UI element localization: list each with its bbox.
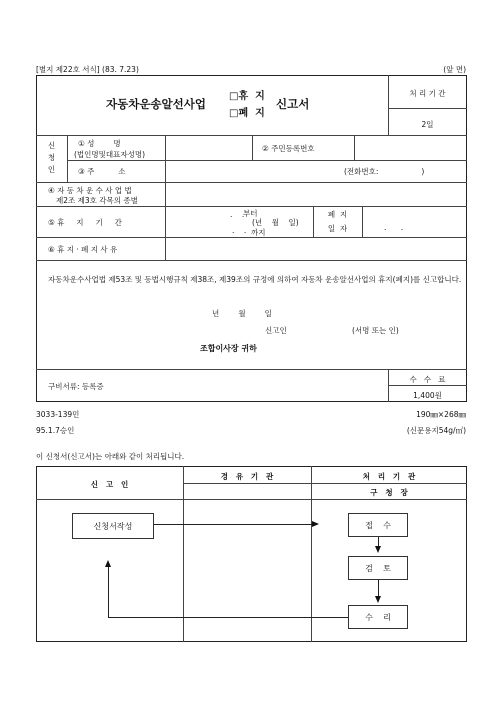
closure-date-label-1: 폐 지 [327,210,348,219]
col-processor-sub: 구 청 장 [370,488,408,497]
closure-date-label-2: 일 자 [327,224,348,233]
signature-label: (서명 또는 인) [352,326,399,335]
process-note: 이 신청서(신고서)는 아래와 같이 처리됩니다. [36,452,185,461]
return-line [108,617,348,618]
period-to: 까지 [251,228,266,237]
period-duration: (년 월 일) [252,218,299,227]
required-docs: 구비서류: 등록증 [48,382,104,391]
addressee: 조합이사장 귀하 [200,344,257,353]
return-line-up [108,566,109,617]
option-close: □폐 지 [229,108,265,119]
reg-number-label: ② 주민등록번호 [262,144,315,153]
col-processor: 처 리 기 관 [362,472,416,481]
arrow-head-up [105,560,111,567]
arrow-to-receive [154,524,314,525]
arrow-head-right [312,521,319,527]
processing-label: 처 리 기 간 [409,89,446,98]
processing-value: 2일 [421,120,434,129]
period-from: 부터 [243,209,258,218]
title-suffix: 신고서 [276,97,310,111]
step-apply-box: 신청서작성 [72,513,154,539]
phone-field: (전화번호: ) [344,167,425,176]
approval-date: 95.1.7승인 [36,426,75,435]
paper-size: 190㎜×268㎜ [416,410,466,419]
fee-value: 1,400원 [413,391,442,400]
address-label: ③ 주 소 [78,167,126,176]
arrow-head-down-1 [375,546,381,553]
reporter-label: 신고인 [265,326,287,335]
reason-label: ⑥ 휴 지 · 폐 지 사 유 [48,245,118,254]
period-from-date: . . [230,210,245,219]
name-sublabel: (법인명및대표자성명) [74,150,146,159]
option-suspend: □휴 지 [229,91,265,102]
step-receive-box: 접 수 [348,513,408,537]
form-title: 자동차운송알선사업 [106,97,206,111]
closure-date-value: . . [384,223,404,232]
law-label-line1: ④ 자 동 차 운 수 사 업 법 [48,186,132,195]
col-applicant: 신 고 인 [90,480,129,489]
fee-label: 수 수 료 [409,375,446,384]
step-review-box: 검 토 [348,556,408,580]
statement-date: 년 월 일 [212,309,272,318]
form-number: [별지 제22호 서식] (83. 7.23) [36,65,139,74]
paper-type: (신문용지54g/㎡) [406,426,466,435]
applicant-group-label: 신 청 인 [47,141,56,174]
law-label-line2: 제2조 제3호 각목의 종별 [56,196,138,205]
step-accept-box: 수 리 [348,605,408,629]
form-code: 3033-139민 [36,410,80,419]
arrow-to-accept [378,580,379,597]
page-side: (앞 면) [443,65,466,74]
name-label: ① 성 명 [78,139,121,148]
col-intermediary: 경 유 기 관 [220,472,274,481]
period-to-date: . . [232,226,247,235]
statement-text: 자동차운수사업법 제53조 및 동법시행규칙 제38조, 제39조의 규정에 의하여 자동차 운송알선사업의 휴지(폐지)를 신고합니다. [48,275,462,284]
period-label: ⑤ 휴 지 기 간 [48,218,122,227]
arrow-head-down-2 [375,596,381,603]
